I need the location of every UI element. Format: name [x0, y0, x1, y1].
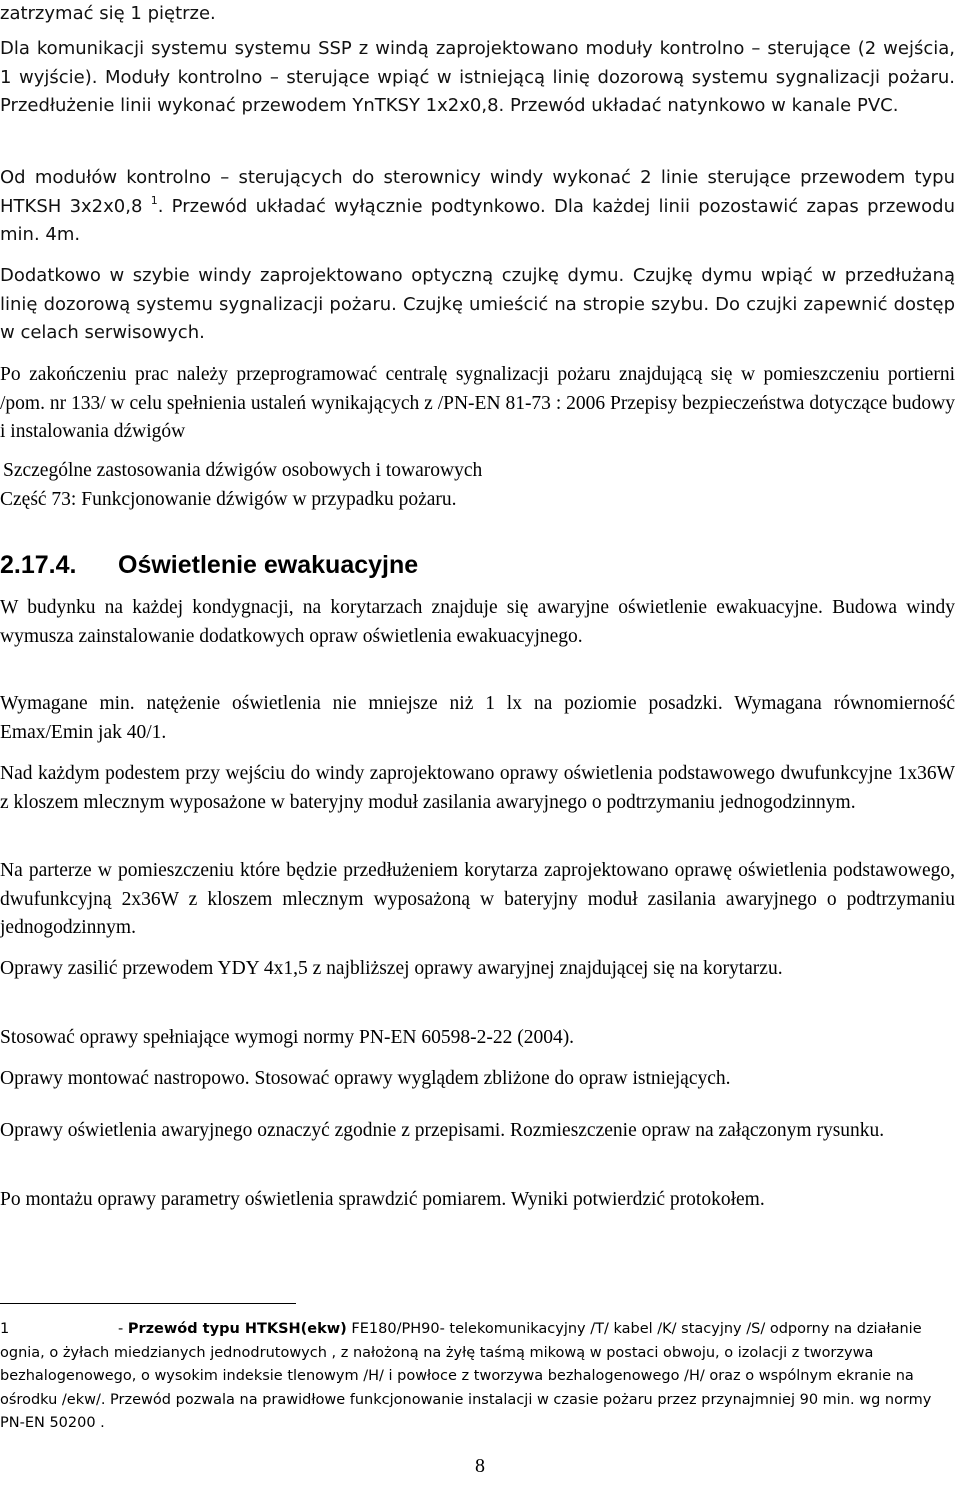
paragraph-norm: Stosować oprawy spełniające wymogi normy PN-EN 60598-2-22 (2004).: [0, 1027, 575, 1048]
paragraph-lift-stop: zatrzymać się 1 piętrze.: [0, 3, 216, 24]
paragraph-existing-lighting: W budynku na każdej kondygnacji, na korytarzach znajduje się awaryjne oświetlenie ewakuacyjne. Budowa windy wymusza zainstalowanie dodatkowych opraw oświetlenia ewakuacyjnego.: [0, 597, 955, 647]
footnote-dash: -: [118, 1321, 128, 1337]
paragraph-illuminance: Wymagane min. natężenie oświetlenia nie mniejsze niż 1 lx na poziomie posadzki. Wymagana równomierność Emax/Emin jak 40/1.: [0, 693, 955, 743]
paragraph-standard-title: [0, 457, 955, 514]
section-title: Oświetlenie ewakuacyjne: [118, 551, 419, 579]
control-lines-text-a: Od modułów kontrolno – sterujących do sterownicy windy wykonać 2 linie sterujące przewodem typu HTKSH 3x2x0,8: [0, 167, 955, 217]
section-heading: [0, 548, 418, 582]
standard-line-1: Szczególne zastosowania dźwigów osobowych i towarowych: [3, 460, 483, 481]
section-number: 2.17.4.: [0, 551, 77, 579]
paragraph-measurement: Po montażu oprawy parametry oświetlenia sprawdzić pomiarem. Wyniki potwierdzić protokołem.: [0, 1189, 765, 1210]
control-lines-text-b: . Przewód układać wyłącznie podtynkowo. Dla każdej linii pozostawić zapas przewodu min. 4m.: [0, 195, 955, 245]
footnote: [0, 1318, 955, 1436]
footnote-bold-lead: Przewód typu: [127, 1321, 245, 1337]
paragraph-smoke-detector: Dodatkowo w szybie windy zaprojektowano optyczną czujkę dymu. Czujkę dymu wpiąć w przedłużaną linię dozorową systemu sygnalizacji pożaru. Czujkę umieścić na stropie szybu. Do czujki zapewnić dostęp w celach serwisowych.: [0, 265, 955, 343]
paragraph-reprogramming: Po zakończeniu prac należy przeprogramować centralę sygnalizacji pożaru znajdującą się w pomieszczeniu portierni /pom. nr 133/ w celu spełnienia ustaleń wynikających z /PN-EN 81-73 : 2006 Przepisy bezpieczeństwa dotyczące budowy i instalowania dźwigów: [0, 364, 955, 442]
paragraph-marking: Oprawy oświetlenia awaryjnego oznaczyć zgodnie z przepisami. Rozmieszczenie opraw na załączonym rysunku.: [0, 1120, 885, 1141]
paragraph-power-supply: Oprawy zasilić przewodem YDY 4x1,5 z najbliższej oprawy awaryjnej znajdującej się na korytarzu.: [0, 958, 783, 979]
footnote-text: FE180/PH90- telekomunikacyjny /T/ kabel /K/ stacyjny /S/ odporny na działanie ognia, o żyłach miedzianych jednodrutowych , z nałożoną na żyłę taśmą mikową w postaci obwoju, o izolacji z tworzywa bezhalogenowego, o wysokim indeksie tlenowym /H/ i powłoce z tworzywa bezhalogenowego /H/ oraz o wspólnym ekranie na ośrodku /ekw/. Przewód pozwala na prawidłowe funkcjonowanie instalacji w czasie pożaru przez przynajmniej 90 min. wg normy PN-EN 50200 .: [0, 1321, 932, 1431]
footnote-separator: [0, 1303, 296, 1304]
paragraph-control-lines: [0, 164, 955, 250]
paragraph-landing-fixtures: Nad każdym podestem przy wejściu do windy zaprojektowano oprawy oświetlenia podstawowego dwufunkcyjne 1x36W z kloszem mlecznym wyposażone w bateryjny moduł zasilania awaryjnego o podtrzymaniu jednogodzinnym.: [0, 763, 955, 813]
footnote-bold-code: HTKSH(ekw): [244, 1321, 347, 1337]
footnote-reference[interactable]: 1: [150, 193, 158, 207]
paragraph-mounting: Oprawy montować nastropowo. Stosować oprawy wyglądem zbliżone do opraw istniejących.: [0, 1068, 731, 1089]
standard-line-2: Część 73: Funkcjonowanie dźwigów w przypadku pożaru.: [0, 488, 457, 510]
paragraph-ssp-modules: Dla komunikacji systemu systemu SSP z windą zaprojektowano moduły kontrolno – sterujące (2 wejścia, 1 wyjście). Moduły kontrolno – sterujące wpiąć w istniejącą linię dozorową systemu sygnalizacji pożaru. Przedłużenie linii wykonać przewodem YnTKSY 1x2x0,8. Przewód układać natynkowo w kanale PVC.: [0, 38, 955, 116]
page-number: 8: [475, 1455, 485, 1477]
footnote-marker: 1: [0, 1321, 10, 1337]
paragraph-ground-floor-fixture: Na parterze w pomieszczeniu które będzie przedłużeniem korytarza zaprojektowano oprawę oświetlenia podstawowego, dwufunkcyjną 2x36W z kloszem mlecznym wyposażoną w bateryjny moduł zasilania awaryjnego o podtrzymaniu jednogodzinnym.: [0, 860, 955, 938]
